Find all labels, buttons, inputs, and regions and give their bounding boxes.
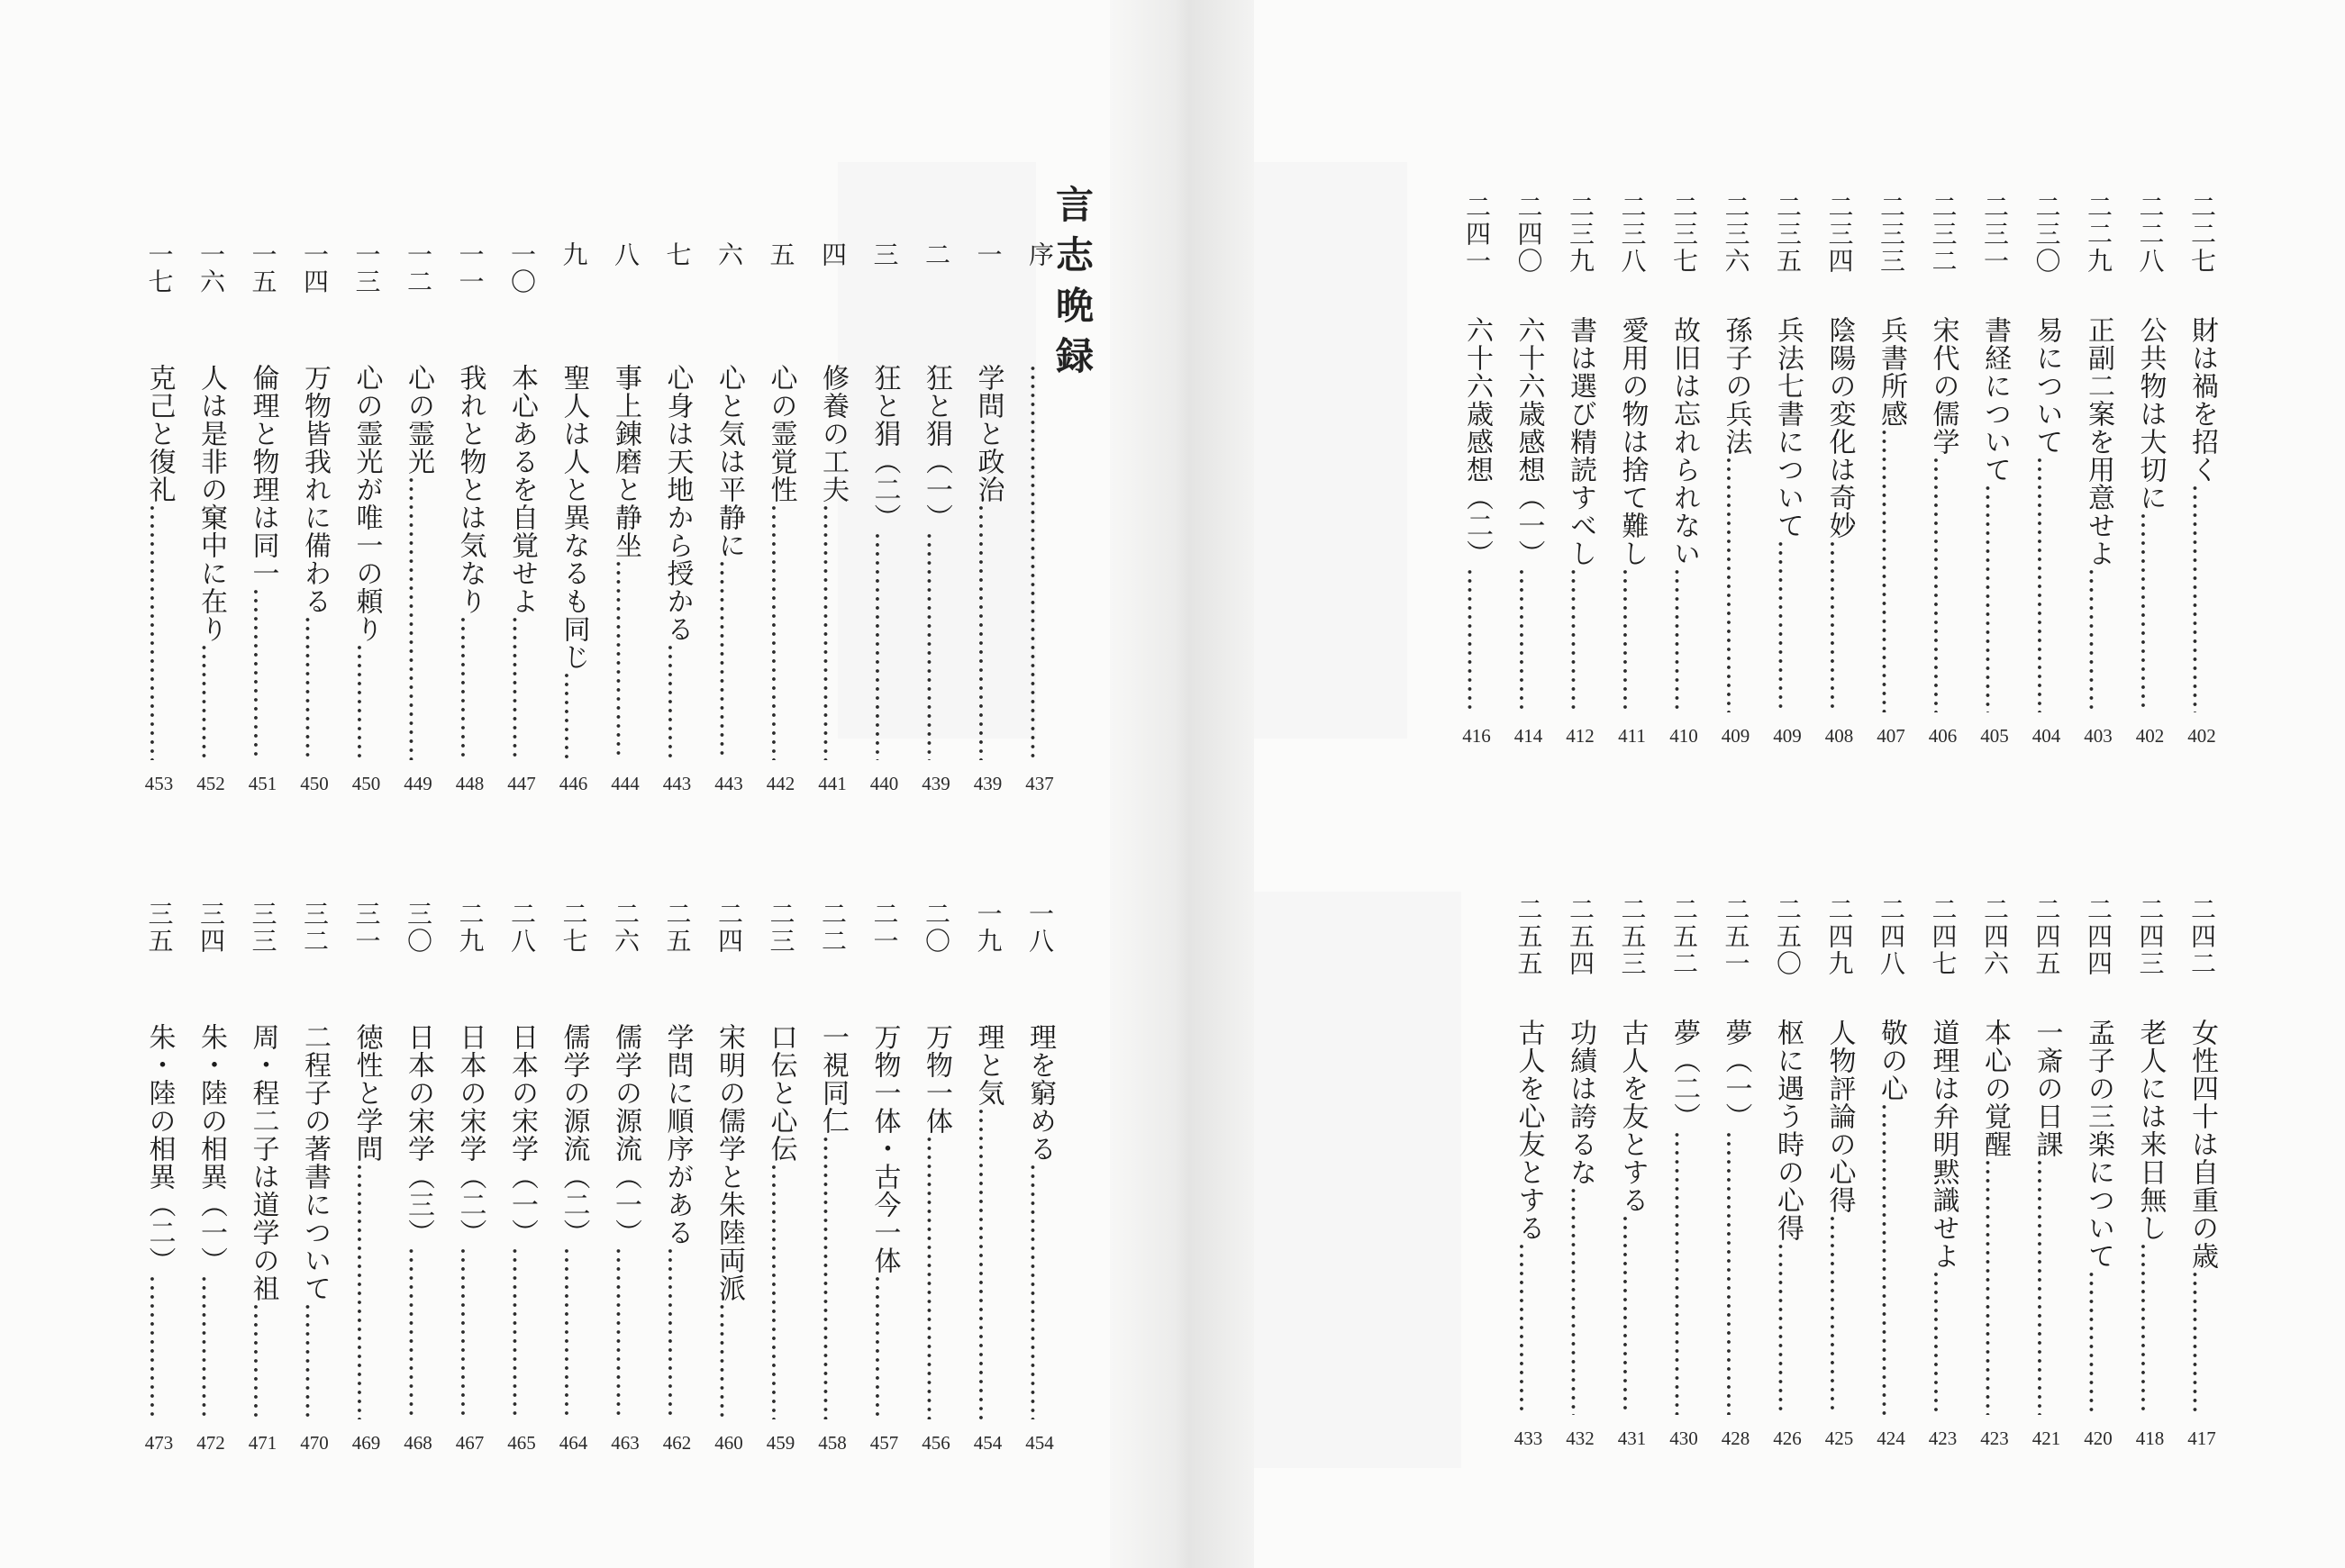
- toc-entry-number: 二二九: [2084, 194, 2113, 275]
- toc-entry-number: 三: [869, 241, 900, 268]
- toc-entry: [811, 241, 854, 836]
- toc-entry-title: 人物評論の心得 ………………………………………………………………………………………………………: [1818, 1019, 1861, 1415]
- toc-entry-page: 431: [1617, 1428, 1647, 1449]
- toc-entry-number: 二五一: [1721, 896, 1751, 977]
- toc-entry-title: 六十六歳感想（二） ………………………………………………………………………………………………………: [1455, 316, 1498, 712]
- toc-entry: [189, 901, 232, 1495]
- toc-entry-page: 423: [1980, 1428, 2009, 1449]
- toc-entry-title: 一斎の日課 ………………………………………………………………………………………………………: [2025, 1019, 2068, 1415]
- toc-entry: [449, 241, 492, 836]
- toc-entry-number: 二二七: [2187, 194, 2217, 275]
- toc-entry-number: 四: [818, 241, 848, 268]
- toc-entry-title: 老人には来日無し ………………………………………………………………………………………………………: [2129, 1019, 2172, 1415]
- right-page: [1254, 0, 2345, 1568]
- toc-entry-title: 本心あるを自覚せよ ………………………………………………………………………………………………………: [500, 364, 543, 760]
- toc-entry: [449, 901, 492, 1495]
- toc-entry-page: 465: [507, 1432, 536, 1454]
- toc-entry: [2180, 896, 2223, 1491]
- toc-entry-title: 一視同仁 ………………………………………………………………………………………………………: [811, 1023, 854, 1419]
- toc-entry-title: 理を窮める ………………………………………………………………………………………………………: [1018, 1023, 1061, 1419]
- toc-entry-title: 朱・陸の相異（一） ………………………………………………………………………………………………………: [189, 1023, 232, 1419]
- toc-entry-page: 439: [922, 773, 950, 794]
- toc-entry: [1973, 896, 2016, 1491]
- toc-entry: [604, 241, 647, 836]
- toc-entry: [914, 241, 958, 836]
- toc-entry-title: 古人を友とする ………………………………………………………………………………………………………: [1611, 1019, 1654, 1415]
- toc-entry-number: 二三二: [1928, 194, 1959, 275]
- toc-entry: [1869, 896, 1913, 1491]
- toc-entry-page: 414: [1513, 725, 1543, 747]
- toc-entry-page: 467: [455, 1432, 485, 1454]
- toc-entry-title: 修養の工夫 ………………………………………………………………………………………………………: [811, 364, 854, 760]
- toc-entry: [396, 901, 440, 1495]
- toc-entry-page: 416: [1462, 725, 1491, 747]
- toc-entry-title: 公共物は大切に ………………………………………………………………………………………………………: [2129, 316, 2172, 712]
- toc-entry-title: 朱・陸の相異（二） ………………………………………………………………………………………………………: [138, 1023, 181, 1419]
- toc-entry-number: 一: [973, 241, 1004, 268]
- toc-entry-page: 454: [1025, 1432, 1054, 1454]
- toc-entry-number: 五: [766, 241, 796, 268]
- toc-entry-title: 兵法七書について ………………………………………………………………………………………………………: [1766, 316, 1809, 712]
- toc-entry-title: 聖人は人と異なるも同じ ………………………………………………………………………………………………………: [552, 364, 595, 760]
- toc-entry-title: 心身は天地から授かる ………………………………………………………………………………………………………: [656, 364, 699, 760]
- toc-entry: [2180, 194, 2223, 788]
- toc-entry-title: 学問と政治 ………………………………………………………………………………………………………: [967, 364, 1010, 760]
- toc-entry: [1662, 896, 1705, 1491]
- toc-entry-number: 二三八: [1617, 194, 1648, 275]
- toc-entry-page: 458: [818, 1432, 847, 1454]
- toc-entry: [293, 241, 336, 836]
- toc-entry-title: 財は禍を招く ………………………………………………………………………………………………………: [2180, 316, 2223, 712]
- toc-entry-title: 功績は誇るな ………………………………………………………………………………………………………: [1559, 1019, 1602, 1415]
- toc-entry-number: 二三: [766, 901, 796, 955]
- toc-entry-title: 易について ………………………………………………………………………………………………………: [2025, 316, 2068, 712]
- toc-entry-page: 452: [196, 773, 225, 794]
- toc-entry-page: 448: [455, 773, 485, 794]
- toc-entry-title: 書は選び精読すべし ………………………………………………………………………………………………………: [1559, 316, 1602, 712]
- toc-entry-number: 二四三: [2135, 896, 2166, 977]
- toc-entry: [2025, 896, 2068, 1491]
- toc-entry-number: 二〇: [922, 901, 951, 955]
- toc-entry: [967, 901, 1010, 1495]
- toc-entry-number: 二六: [611, 901, 641, 955]
- toc-entry-number: 九: [559, 241, 589, 268]
- toc-entry: [396, 241, 440, 836]
- toc-entry: [138, 241, 181, 836]
- toc-entry-page: 402: [2135, 725, 2165, 747]
- toc-entry-title: 二程子の著書について ………………………………………………………………………………………………………: [293, 1023, 336, 1419]
- toc-entry-page: 450: [351, 773, 381, 794]
- toc-entry: [1018, 241, 1061, 836]
- toc-entry: [1766, 896, 1809, 1491]
- toc-entry: [1714, 194, 1758, 788]
- toc-entry-page: 412: [1566, 725, 1595, 747]
- toc-entry-title: 夢（一） ………………………………………………………………………………………………………: [1714, 1019, 1758, 1415]
- toc-entry-title: 事上錬磨と静坐 ………………………………………………………………………………………………………: [604, 364, 647, 760]
- toc-entry-number: 二四九: [1824, 896, 1855, 977]
- toc-entry-number: 二: [922, 241, 951, 268]
- toc-entry-number: 一二: [404, 241, 433, 295]
- toc-entry-title: 我れと物とは気なり ………………………………………………………………………………………………………: [449, 364, 492, 760]
- toc-entry-title: 故旧は忘れられない ………………………………………………………………………………………………………: [1662, 316, 1705, 712]
- toc-entry-number: 二三六: [1721, 194, 1751, 275]
- show-through: [1254, 892, 1461, 1468]
- toc-entry: [2077, 896, 2120, 1491]
- toc-entry-page: 450: [300, 773, 329, 794]
- toc-entry-page: 423: [1928, 1428, 1958, 1449]
- toc-entry: [1559, 896, 1602, 1491]
- toc-entry-page: 409: [1773, 725, 1802, 747]
- show-through: [1254, 162, 1407, 739]
- toc-entry-number: 二五三: [1617, 896, 1648, 977]
- toc-entry: [138, 901, 181, 1495]
- toc-entry-number: 二四四: [2084, 896, 2113, 977]
- toc-entry-number: 二三〇: [2031, 194, 2062, 275]
- toc-entry: [863, 901, 906, 1495]
- toc-entry: [345, 241, 388, 836]
- toc-entry-number: 一三: [351, 241, 382, 295]
- toc-entry-title: 学問に順序がある ………………………………………………………………………………………………………: [656, 1023, 699, 1419]
- toc-entry-page: 406: [1928, 725, 1958, 747]
- toc-entry-number: 二五五: [1513, 896, 1544, 977]
- toc-entry-number: 序: [1025, 241, 1055, 268]
- toc-entry-title: 周・程二子は道学の祖 ………………………………………………………………………………………………………: [241, 1023, 285, 1419]
- toc-entry-number: 二五二: [1669, 896, 1699, 977]
- toc-entry-page: 403: [2084, 725, 2113, 747]
- toc-entry-number: 二三七: [1669, 194, 1699, 275]
- toc-entry-page: 459: [766, 1432, 795, 1454]
- toc-entry-number: 二三四: [1824, 194, 1855, 275]
- toc-entry-title: 心の霊覚性 ………………………………………………………………………………………………………: [759, 364, 803, 760]
- toc-entry-title: 徳性と学問 ………………………………………………………………………………………………………: [345, 1023, 388, 1419]
- toc-entry: [1922, 896, 1965, 1491]
- toc-entry-page: 447: [507, 773, 536, 794]
- toc-entry-title: 兵書所感 ………………………………………………………………………………………………………: [1869, 316, 1913, 712]
- toc-entry-title: 理と気 ………………………………………………………………………………………………………: [967, 1023, 1010, 1419]
- toc-entry-page: 404: [2031, 725, 2061, 747]
- toc-entry-number: 二四八: [1877, 896, 1906, 977]
- toc-entry-title: 心の霊光 ………………………………………………………………………………………………………: [396, 364, 440, 760]
- toc-entry-number: 三三: [248, 901, 278, 955]
- toc-entry-number: 八: [611, 241, 641, 268]
- toc-entry: [1507, 896, 1550, 1491]
- toc-entry-number: 二八: [507, 901, 537, 955]
- toc-entry-number: 二四七: [1928, 896, 1959, 977]
- toc-entry-number: 二二: [818, 901, 848, 955]
- gutter: [1110, 0, 1254, 1568]
- toc-entry-title: 狂と狷（一） ………………………………………………………………………………………………………: [914, 364, 958, 760]
- toc-entry: [500, 241, 543, 836]
- toc-entry-title: 枢に遇う時の心得 ………………………………………………………………………………………………………: [1766, 1019, 1809, 1415]
- toc-entry: [1611, 896, 1654, 1491]
- toc-entry-number: 七: [662, 241, 693, 268]
- toc-entry-title: 愛用の物は捨て難し ………………………………………………………………………………………………………: [1611, 316, 1654, 712]
- toc-entry-page: 409: [1721, 725, 1750, 747]
- toc-entry-title: 日本の宋学（一） ………………………………………………………………………………………………………: [500, 1023, 543, 1419]
- toc-entry-page: 462: [662, 1432, 692, 1454]
- toc-entry-number: 一九: [973, 901, 1004, 955]
- toc-entry-number: 一〇: [507, 241, 537, 295]
- toc-entry-title: 六十六歳感想（一） ………………………………………………………………………………………………………: [1507, 316, 1550, 712]
- toc-entry-title: 女性四十は自重の歳 ………………………………………………………………………………………………………: [2180, 1019, 2223, 1415]
- toc-entry-title: 古人を心友とする ………………………………………………………………………………………………………: [1507, 1019, 1550, 1415]
- toc-entry-page: 443: [714, 773, 743, 794]
- toc-entry: [914, 901, 958, 1495]
- toc-entry-number: 三五: [144, 901, 175, 955]
- toc-entry-title: 陰陽の変化は奇妙 ………………………………………………………………………………………………………: [1818, 316, 1861, 712]
- toc-entry-number: 二四五: [2031, 896, 2062, 977]
- toc-entry-number: 三二: [300, 901, 330, 955]
- toc-entry-page: 442: [766, 773, 795, 794]
- toc-entry-title: 心と気は平静に ………………………………………………………………………………………………………: [707, 364, 750, 760]
- toc-entry-page: 440: [869, 773, 899, 794]
- toc-entry-title: 宋代の儒学 ………………………………………………………………………………………………………: [1922, 316, 1965, 712]
- toc-entry: [1507, 194, 1550, 788]
- toc-entry-title: 万物一体・古今一体 ………………………………………………………………………………………………………: [863, 1023, 906, 1419]
- chapter-title: 言志晩録: [1050, 185, 1095, 386]
- toc-entry-page: 418: [2135, 1428, 2165, 1449]
- toc-entry-title: 万物皆我れに備わる ………………………………………………………………………………………………………: [293, 364, 336, 760]
- toc-entry-title: 孟子の三楽について ………………………………………………………………………………………………………: [2077, 1019, 2120, 1415]
- toc-entry: [1818, 194, 1861, 788]
- toc-entry-title: 日本の宋学（三） ………………………………………………………………………………………………………: [396, 1023, 440, 1419]
- toc-entry-page: 439: [973, 773, 1003, 794]
- toc-entry: [1455, 194, 1498, 788]
- toc-entry-number: 二五四: [1566, 896, 1595, 977]
- toc-entry-number: 一五: [248, 241, 278, 295]
- toc-entry-page: 456: [922, 1432, 950, 1454]
- toc-entry-page: 471: [248, 1432, 277, 1454]
- toc-entry-number: 二七: [559, 901, 589, 955]
- toc-entry-page: 433: [1513, 1428, 1543, 1449]
- toc-entry: [1922, 194, 1965, 788]
- toc-entry-page: 432: [1566, 1428, 1595, 1449]
- toc-entry-page: 426: [1773, 1428, 1802, 1449]
- toc-entry: [1869, 194, 1913, 788]
- toc-entry-title: 道理は弁明黙識せよ ………………………………………………………………………………………………………: [1922, 1019, 1965, 1415]
- toc-entry-page: 454: [973, 1432, 1003, 1454]
- toc-entry-page: 425: [1824, 1428, 1854, 1449]
- toc-entry-title: [1018, 364, 1061, 760]
- toc-entry-page: 446: [559, 773, 588, 794]
- toc-entry-page: 460: [714, 1432, 743, 1454]
- toc-entry-title: 書経について ………………………………………………………………………………………………………: [1973, 316, 2016, 712]
- toc-entry-page: 472: [196, 1432, 225, 1454]
- toc-entry-title: 儒学の源流（一） ………………………………………………………………………………………………………: [604, 1023, 647, 1419]
- toc-entry: [759, 901, 803, 1495]
- toc-entry-page: 405: [1980, 725, 2009, 747]
- toc-entry-page: 430: [1669, 1428, 1698, 1449]
- toc-entry: [1973, 194, 2016, 788]
- toc-entry-title: 本心の覚醒 ………………………………………………………………………………………………………: [1973, 1019, 2016, 1415]
- toc-entry-number: 二四二: [2187, 896, 2217, 977]
- toc-entry: [656, 901, 699, 1495]
- toc-entry-title: 夢（二） ………………………………………………………………………………………………………: [1662, 1019, 1705, 1415]
- toc-entry: [707, 901, 750, 1495]
- toc-entry-title: 万物一体 ………………………………………………………………………………………………………: [914, 1023, 958, 1419]
- toc-entry-number: 三一: [351, 901, 382, 955]
- toc-entry-title: 心の霊光が唯一の頼り ………………………………………………………………………………………………………: [345, 364, 388, 760]
- toc-entry-number: 二四: [714, 901, 744, 955]
- toc-entry: [1766, 194, 1809, 788]
- toc-entry-page: 407: [1877, 725, 1905, 747]
- toc-entry: [1818, 896, 1861, 1491]
- toc-entry-page: 464: [559, 1432, 588, 1454]
- toc-entry-number: 二三九: [1566, 194, 1595, 275]
- toc-entry-page: 457: [869, 1432, 899, 1454]
- toc-entry: [863, 241, 906, 836]
- toc-entry-number: 一八: [1025, 901, 1055, 955]
- toc-entry: [552, 901, 595, 1495]
- toc-entry: [293, 901, 336, 1495]
- toc-entry: [2077, 194, 2120, 788]
- toc-entry: [2025, 194, 2068, 788]
- toc-entry: [189, 241, 232, 836]
- toc-entry: [1559, 194, 1602, 788]
- toc-entry-page: 410: [1669, 725, 1698, 747]
- toc-entry-page: 402: [2187, 725, 2216, 747]
- toc-entry: [759, 241, 803, 836]
- toc-entry-page: 463: [611, 1432, 640, 1454]
- toc-entry-number: 三〇: [404, 901, 433, 955]
- toc-entry-page: 421: [2031, 1428, 2061, 1449]
- toc-entry: [1714, 896, 1758, 1491]
- toc-entry-number: 一六: [196, 241, 226, 295]
- toc-entry-number: 一四: [300, 241, 330, 295]
- toc-entry-number: 二四一: [1462, 194, 1492, 275]
- toc-entry-page: 420: [2084, 1428, 2113, 1449]
- toc-entry: [604, 901, 647, 1495]
- toc-entry-page: 473: [144, 1432, 174, 1454]
- toc-entry: [552, 241, 595, 836]
- toc-entry-title: 儒学の源流（二） ………………………………………………………………………………………………………: [552, 1023, 595, 1419]
- toc-entry-page: 437: [1025, 773, 1054, 794]
- toc-entry-page: 443: [662, 773, 692, 794]
- toc-entry-title: 狂と狷（二） ………………………………………………………………………………………………………: [863, 364, 906, 760]
- toc-entry: [500, 901, 543, 1495]
- toc-entry: [241, 901, 285, 1495]
- toc-entry-page: 451: [248, 773, 277, 794]
- toc-entry: [707, 241, 750, 836]
- toc-entry-title: 倫理と物理は同一 ………………………………………………………………………………………………………: [241, 364, 285, 760]
- toc-entry-page: 441: [818, 773, 847, 794]
- toc-entry-number: 二九: [455, 901, 486, 955]
- toc-entry-title: 宋明の儒学と朱陸両派 ………………………………………………………………………………………………………: [707, 1023, 750, 1419]
- toc-entry-number: 二三一: [1980, 194, 2010, 275]
- toc-entry-page: 470: [300, 1432, 329, 1454]
- left-page: [0, 0, 1110, 1568]
- toc-entry-title: 孫子の兵法 ………………………………………………………………………………………………………: [1714, 316, 1758, 712]
- toc-entry: [967, 241, 1010, 836]
- toc-entry-page: 444: [611, 773, 640, 794]
- toc-entry-number: 三四: [196, 901, 226, 955]
- toc-entry-page: 428: [1721, 1428, 1750, 1449]
- toc-entry-page: 469: [351, 1432, 381, 1454]
- toc-entry-page: 408: [1824, 725, 1854, 747]
- toc-entry-number: 二三三: [1877, 194, 1906, 275]
- toc-entry-number: 二一: [869, 901, 900, 955]
- toc-entry-page: 424: [1877, 1428, 1905, 1449]
- toc-entry-title: 日本の宋学（二） ………………………………………………………………………………………………………: [449, 1023, 492, 1419]
- toc-entry: [2129, 194, 2172, 788]
- toc-entry-page: 417: [2187, 1428, 2216, 1449]
- toc-entry: [1611, 194, 1654, 788]
- toc-entry: [1018, 901, 1061, 1495]
- toc-entry-title: 人は是非の窠中に在り ………………………………………………………………………………………………………: [189, 364, 232, 760]
- toc-entry-number: 二五〇: [1773, 896, 1803, 977]
- toc-entry: [2129, 896, 2172, 1491]
- toc-entry-number: 二四六: [1980, 896, 2010, 977]
- toc-entry-page: 411: [1618, 725, 1646, 747]
- toc-entry-title: 敬の心 ………………………………………………………………………………………………………: [1869, 1019, 1913, 1415]
- toc-entry: [1662, 194, 1705, 788]
- toc-entry-number: 二三五: [1773, 194, 1803, 275]
- toc-entry: [811, 901, 854, 1495]
- toc-entry-title: 正副二案を用意せよ ………………………………………………………………………………………………………: [2077, 316, 2120, 712]
- toc-entry-page: 453: [144, 773, 174, 794]
- toc-entry-title: 克己と復礼 ………………………………………………………………………………………………………: [138, 364, 181, 760]
- toc-entry-page: 449: [404, 773, 432, 794]
- toc-entry: [656, 241, 699, 836]
- toc-entry-number: 二四〇: [1513, 194, 1544, 275]
- toc-entry-page: 468: [404, 1432, 432, 1454]
- toc-entry: [241, 241, 285, 836]
- toc-entry-number: 二二八: [2135, 194, 2166, 275]
- toc-entry-number: 一一: [455, 241, 486, 295]
- toc-entry-title: 口伝と心伝 ………………………………………………………………………………………………………: [759, 1023, 803, 1419]
- toc-entry: [345, 901, 388, 1495]
- toc-entry-number: 六: [714, 241, 744, 268]
- toc-entry-number: 二五: [662, 901, 693, 955]
- toc-entry-number: 一七: [144, 241, 175, 295]
